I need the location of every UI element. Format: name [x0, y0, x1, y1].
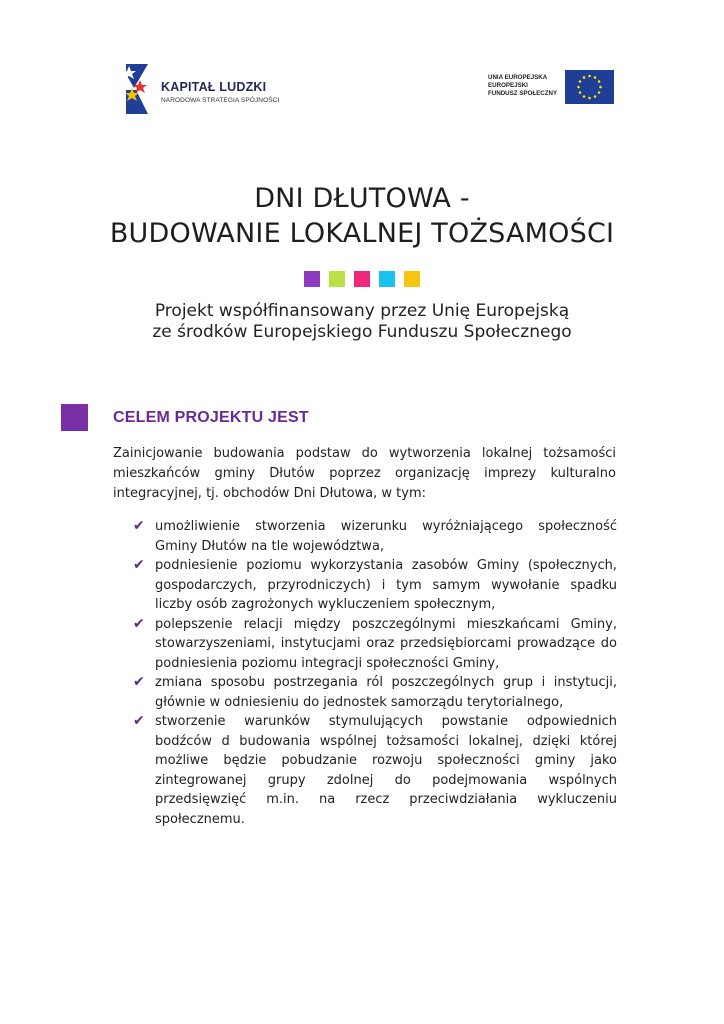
goal-text: podniesienie poziomu wykorzystania zasobów Gminy (społecznych, gospodarczych, przyrodniczych) i tym samym wywołanie spadku liczby osób zagrożonych wykluczeniem społecznym, — [155, 558, 617, 612]
subtitle-line-2: ze środków Europejskiego Funduszu Społecznego — [152, 322, 572, 342]
eu-star — [594, 76, 597, 79]
eu-line: FUNDUSZ SPOŁECZNY — [488, 90, 558, 97]
eu-line: UNIA EUROPEJSKA — [488, 74, 548, 81]
eu-star — [579, 91, 582, 94]
checkmark-icon: ✔ — [133, 557, 145, 573]
goals-list — [133, 517, 617, 829]
eu-star — [598, 91, 601, 94]
eu-star — [579, 80, 582, 83]
intro-paragraph: Zainicjowanie budowania podstaw do wytworzenia lokalnej tożsamości mieszkańców gminy Dłutów poprzez organizację imprezy kulturalno integracyjnej, tj. obchodów Dni Dłutowa, w tym: — [113, 446, 616, 501]
list-item — [133, 556, 617, 615]
eu-star — [577, 86, 580, 89]
eu-star — [598, 80, 601, 83]
page-title-line-2: BUDOWANIE LOKALNEJ TOŻSAMOŚCI — [109, 218, 615, 249]
checkmark-icon: ✔ — [133, 518, 145, 534]
color-square — [404, 271, 420, 287]
list-item — [133, 712, 617, 829]
section-bullet-square — [61, 404, 88, 431]
checkmark-icon: ✔ — [133, 713, 145, 729]
eu-star — [588, 75, 591, 78]
goal-text: umożliwienie stworzenia wizerunku wyróżniającego społeczność Gminy Dłutów na tle województwa, — [155, 519, 617, 554]
color-square — [329, 271, 345, 287]
color-square — [354, 271, 370, 287]
eu-text — [488, 74, 564, 98]
checkmark-icon: ✔ — [133, 615, 145, 632]
color-square — [304, 271, 320, 287]
page-title-line-1: DNI DŁUTOWA - — [254, 183, 470, 214]
list-item — [133, 615, 617, 674]
kapital-ludzki-emblem-icon — [118, 60, 156, 116]
eu-star — [583, 95, 586, 98]
color-squares — [0, 271, 724, 287]
goal-text: polepszenie relacji między poszczególnymi mieszkańcami Gminy, stowarzyszeniami, instytucjami oraz przedsiębiorcami prowadzące do podniesienia poziomu integracji społeczności Gminy, — [155, 616, 617, 671]
eu-star — [599, 86, 602, 89]
eu-star — [583, 76, 586, 79]
logo-title: KAPITAŁ LUDZKI — [161, 80, 267, 94]
eu-flag-icon — [565, 70, 614, 104]
section-heading: CELEM PROJEKTU JEST — [113, 409, 309, 426]
eu-star — [588, 97, 591, 100]
goal-text: stworzenie warunków stymulujących powstanie odpowiednich bodźców d budowania wspólnej tożsamości lokalnej, dzięki której możliwe będzie pobudzanie rozwoju społeczności gminy jako zintegrowanej grupy zdolnej do podejmowania wspólnych przedsięwzięć m.in. na rzecz przeciwdziałania wykluczeniu społecznemu. — [155, 714, 617, 827]
eu-star — [594, 95, 597, 98]
subtitle-line-1: Projekt współfinansowany przez Unię Europejską — [154, 301, 570, 321]
kapital-ludzki-logo — [118, 60, 288, 118]
checkmark-icon: ✔ — [133, 674, 145, 690]
eu-line: EUROPEJSKI — [488, 82, 528, 89]
goal-text: zmiana sposobu postrzegania ról poszczególnych grup i instytucji, głównie w odniesieniu do jednostek samorządu terytorialnego, — [155, 675, 617, 710]
list-item — [133, 517, 617, 556]
color-square — [379, 271, 395, 287]
list-item — [133, 673, 617, 712]
eu-logo — [484, 70, 616, 106]
logo-subtitle: NARODOWA STRATEGIA SPÓJNOŚCI — [161, 97, 280, 104]
